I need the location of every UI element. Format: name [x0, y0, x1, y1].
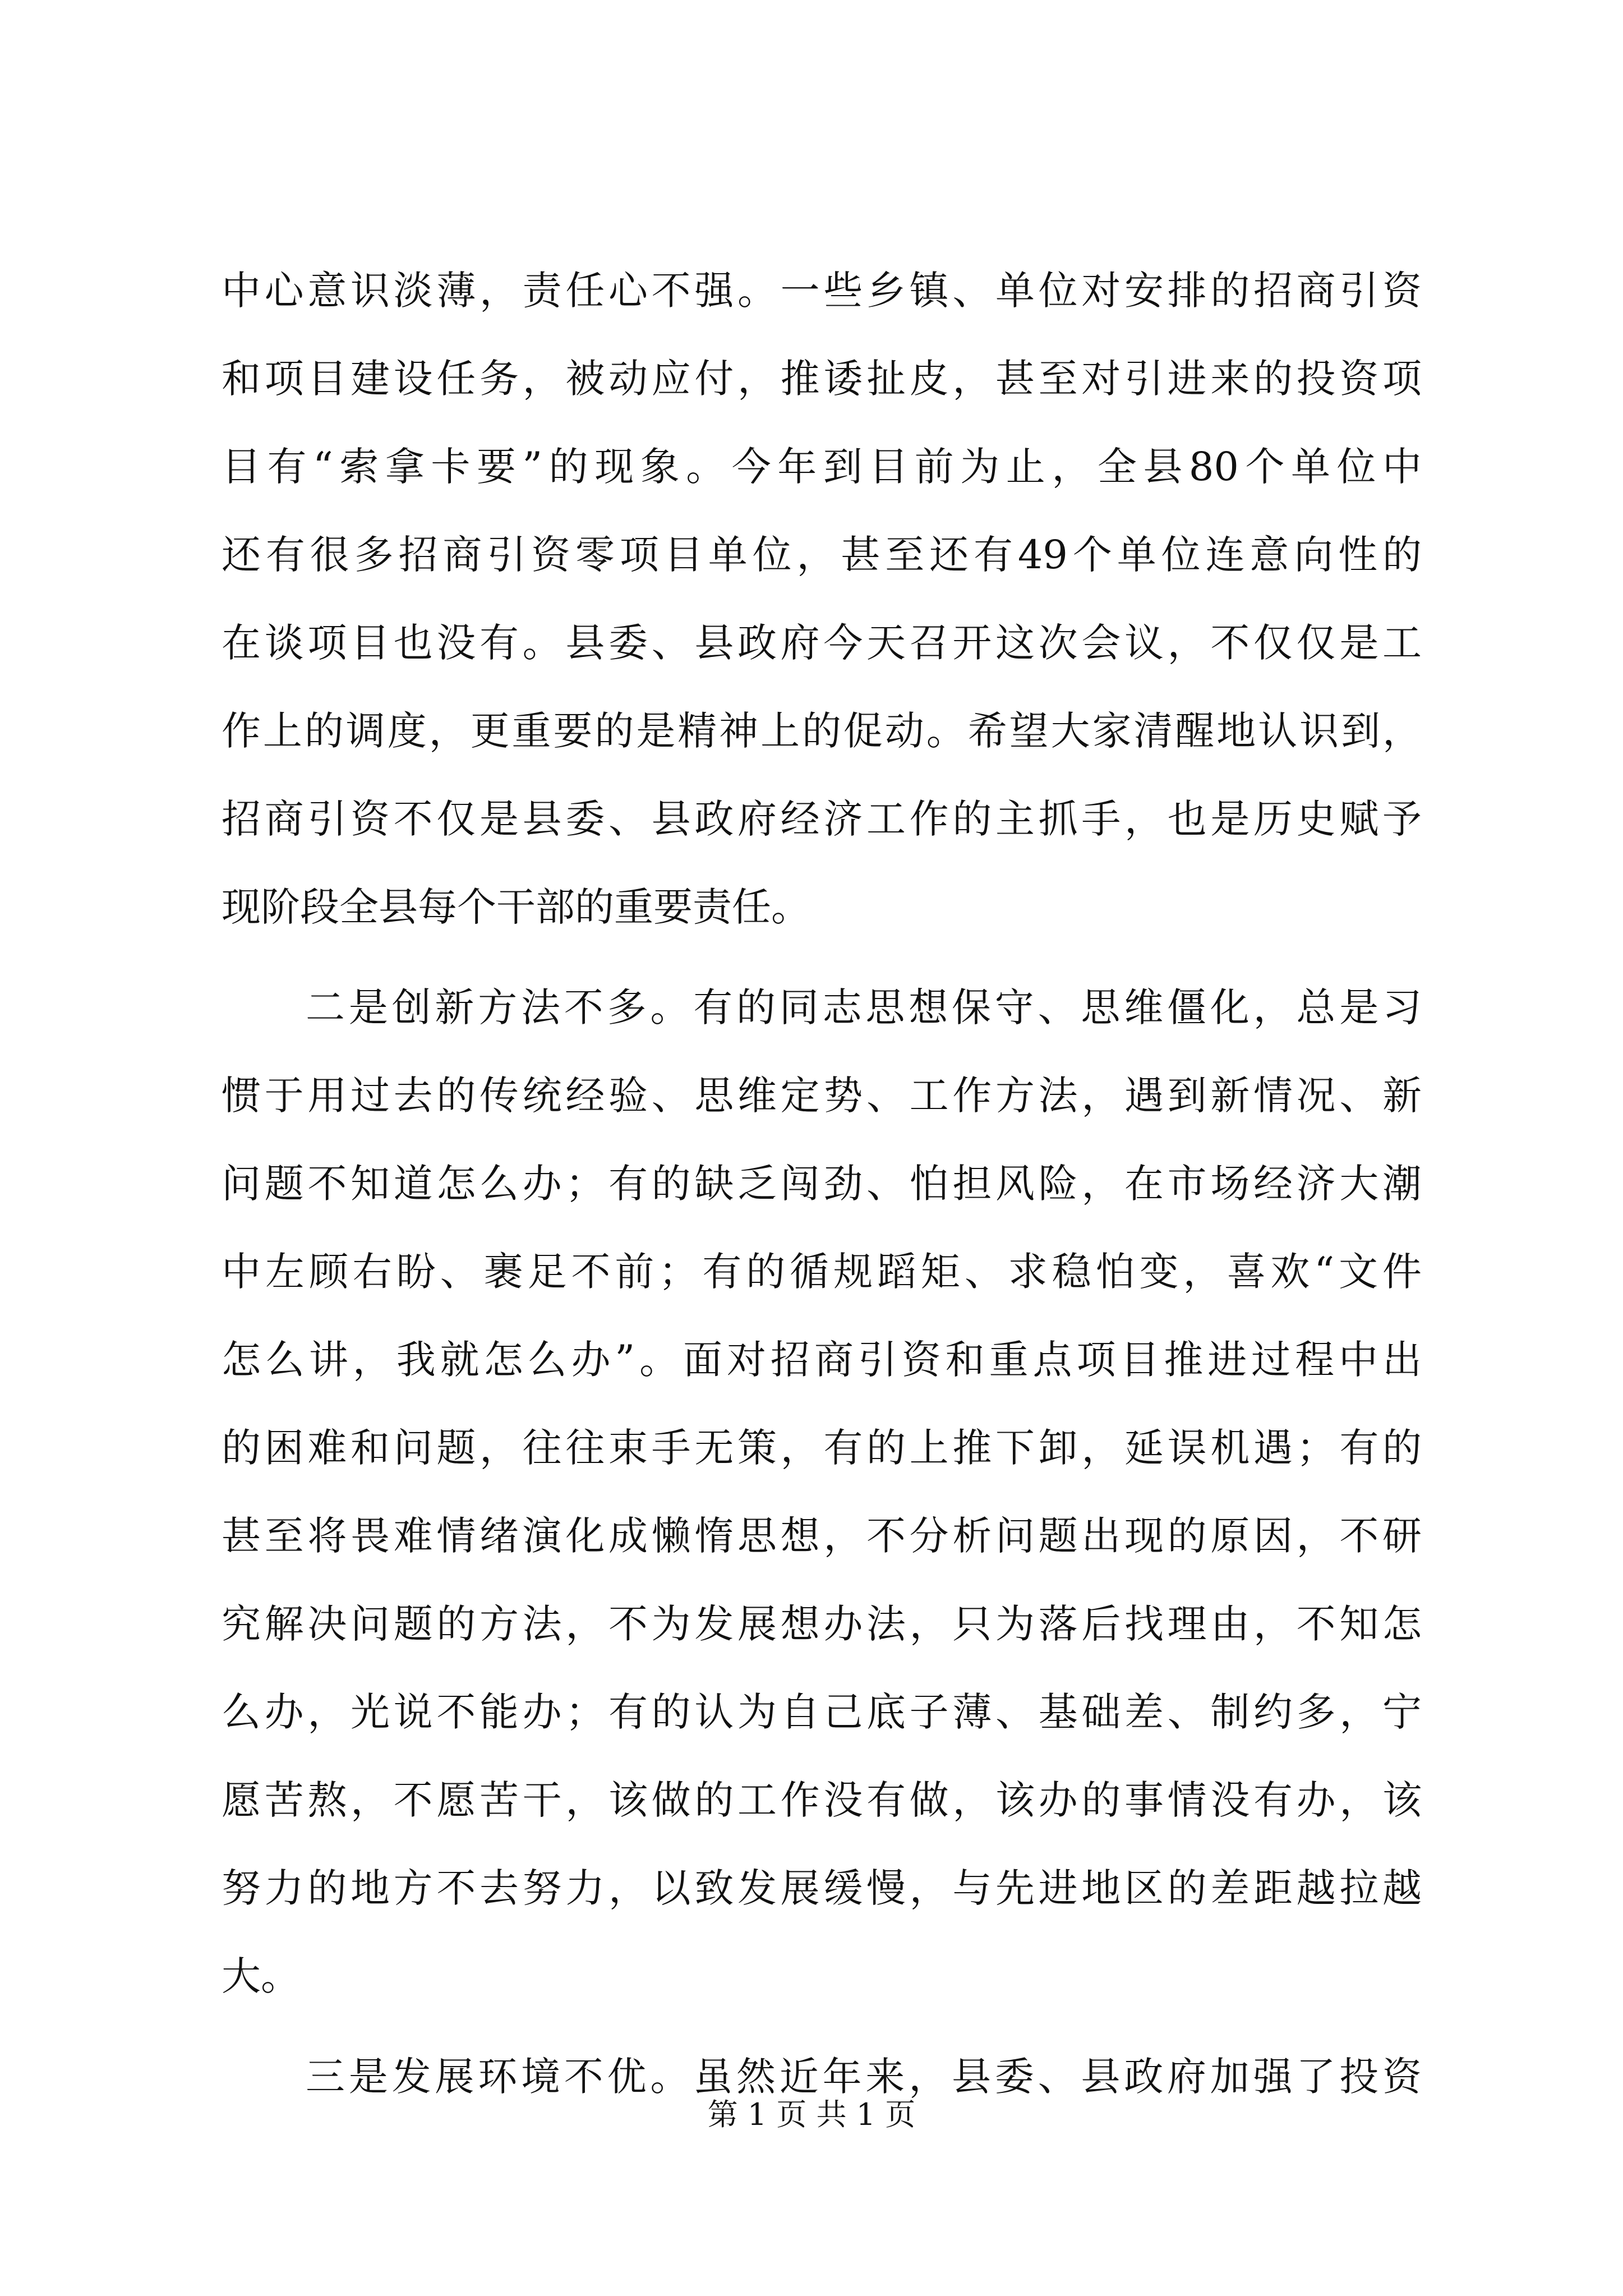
text-line: 的困难和问题，往往束手无策，有的上推下卸，延误机遇；有的: [222, 1425, 1422, 1471]
text-line: 中心意识淡薄，责任心不强。一些乡镇、单位对安排的招商引资: [222, 268, 1422, 314]
paragraph-gap: [222, 951, 1422, 964]
text-line: 作上的调度，更重要的是精神上的促动。希望大家清醒地认识到，: [222, 708, 1422, 754]
page-footer: 第 1 页 共 1 页: [707, 2097, 916, 2132]
text-line: 问题不知道怎么办；有的缺乏闯劲、怕担风险，在市场经济大潮: [222, 1161, 1422, 1207]
text-line: 么办，光说不能办；有的认为自己底子薄、基础差、制约多，宁: [222, 1689, 1422, 1735]
text-line: 还有很多招商引资零项目单位，甚至还有49个单位连意向性的: [222, 532, 1422, 578]
text-line: 大。: [222, 1953, 300, 1999]
text-line: 招商引资不仅是县委、县政府经济工作的主抓手，也是历史赋予: [222, 796, 1422, 842]
text-line: 现阶段全县每个干部的重要责任。: [222, 884, 810, 930]
text-line: 究解决问题的方法，不为发展想办法，只为落后找理由，不知怎: [222, 1601, 1422, 1647]
text-line: 目有“索拿卡要”的现象。今年到目前为止，全县80个单位中: [222, 444, 1422, 490]
text-line: 三是发展环境不优。虽然近年来，县委、县政府加强了投资: [306, 2054, 1422, 2100]
text-line: 甚至将畏难情绪演化成懒惰思想，不分析问题出现的原因，不研: [222, 1513, 1422, 1559]
document-body: [222, 247, 1422, 2121]
text-line: 二是创新方法不多。有的同志思想保守、思维僵化，总是习: [306, 984, 1422, 1030]
text-line: 在谈项目也没有。县委、县政府今天召开这次会议，不仅仅是工: [222, 620, 1422, 666]
paragraph: [222, 964, 1422, 2021]
text-line: 愿苦熬，不愿苦干，该做的工作没有做，该办的事情没有办，该: [222, 1777, 1422, 1823]
text-line: 和项目建设任务，被动应付，推诿扯皮，甚至对引进来的投资项: [222, 356, 1422, 402]
text-line: 怎么讲，我就怎么办”。面对招商引资和重点项目推进过程中出: [222, 1337, 1422, 1383]
text-line: 努力的地方不去努力，以致发展缓慢，与先进地区的差距越拉越: [222, 1865, 1422, 1911]
text-line: 惯于用过去的传统经验、思维定势、工作方法，遇到新情况、新: [222, 1073, 1422, 1119]
text-line: 中左顾右盼、裹足不前；有的循规蹈矩、求稳怕变，喜欢“文件: [222, 1249, 1422, 1295]
paragraph: [222, 247, 1422, 951]
paragraph-gap: [222, 2021, 1422, 2033]
